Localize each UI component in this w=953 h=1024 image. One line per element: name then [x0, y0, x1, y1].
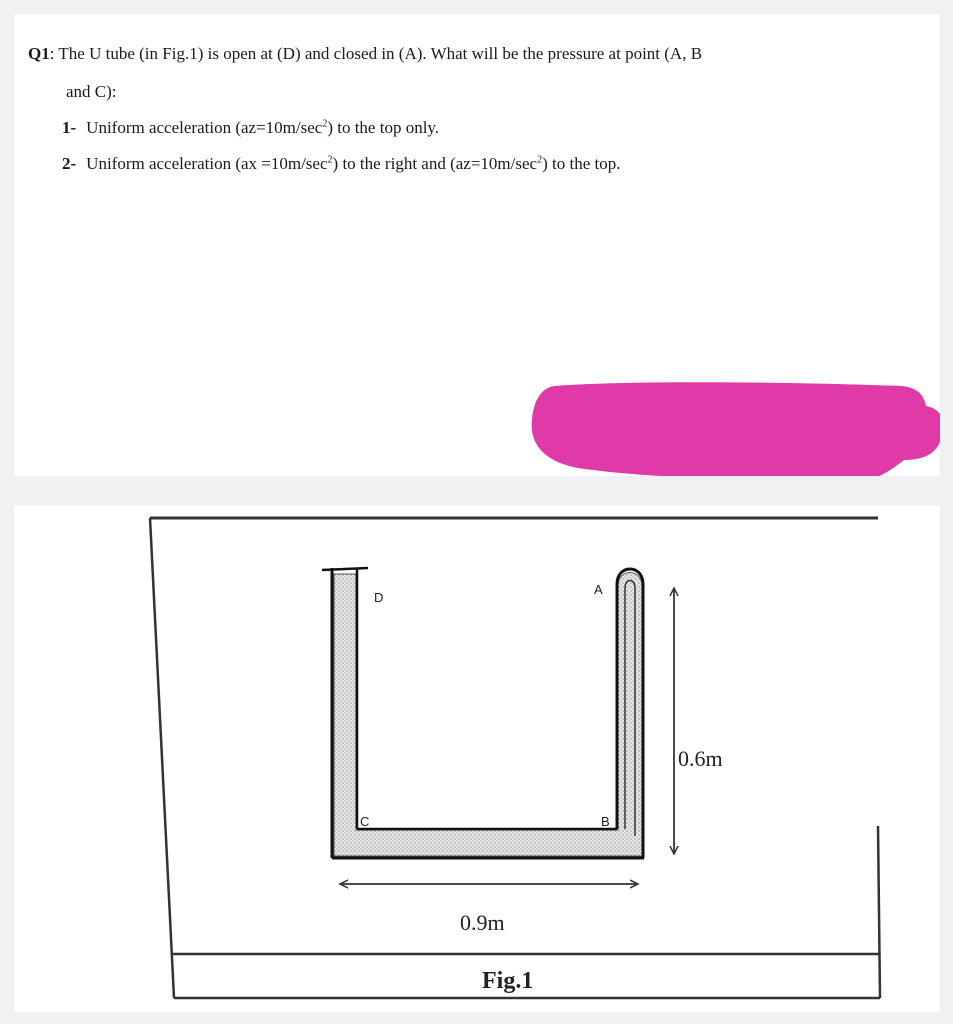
figure-panel: [14, 506, 940, 1012]
tube-liquid: [334, 573, 642, 857]
redaction-mark: [532, 382, 940, 476]
u-tube: [322, 568, 644, 858]
item-text: Uniform acceleration (ax =10m/sec: [86, 154, 328, 173]
item-text: Uniform acceleration (az=10m/sec: [86, 118, 323, 137]
figure-frame: [150, 518, 880, 998]
item-exponent-2: 2: [537, 154, 543, 166]
item-number: 2-: [62, 154, 77, 173]
label-b: B: [601, 814, 610, 829]
item-text-end: ) to the top only.: [327, 118, 440, 137]
question-panel: [14, 14, 940, 476]
open-end-d: [322, 568, 368, 570]
label-c: C: [360, 814, 370, 829]
label-d: D: [374, 590, 384, 605]
width-dimension-label: 0.9m: [460, 910, 505, 935]
item-text-mid: ) to the right and (az=10m/sec: [332, 154, 538, 173]
item-number: 1-: [62, 118, 77, 137]
figure-caption: Fig.1: [482, 968, 534, 994]
item-text-end: ) to the top.: [542, 154, 621, 173]
question-label: Q1: [28, 44, 50, 63]
height-dimension-label: 0.6m: [678, 746, 723, 771]
item-exponent: 2: [322, 118, 328, 130]
u-tube-figure: [14, 506, 940, 1012]
label-a: A: [594, 582, 603, 597]
question-text-line1: : The U tube (in Fig.1) is open at (D) and closed in (A). What will be the pressure at point (A, B: [49, 44, 703, 63]
item-exponent: 2: [327, 154, 333, 166]
question-text-line2: and C):: [66, 82, 117, 101]
redaction-overlay: [14, 14, 940, 476]
